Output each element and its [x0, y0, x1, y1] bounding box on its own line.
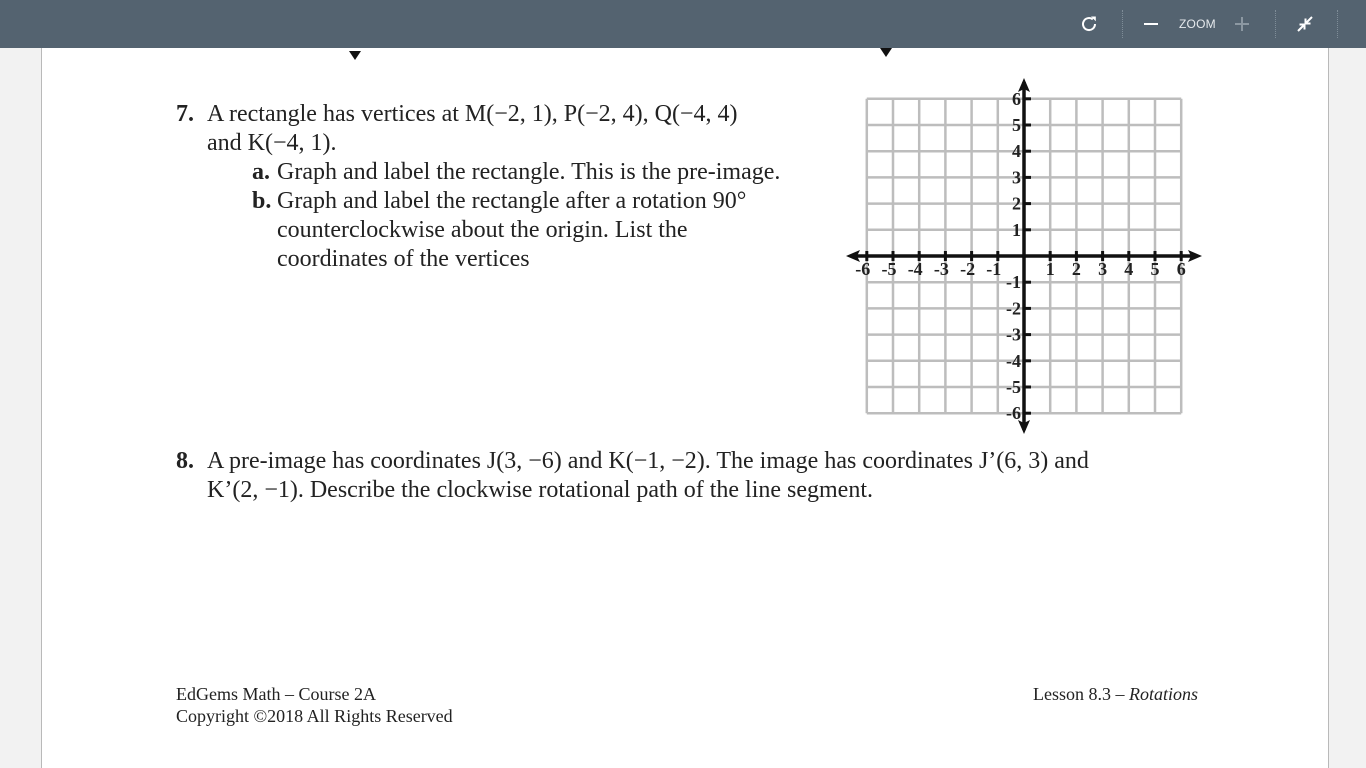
y-tick-label: 2 — [1012, 193, 1021, 214]
lesson-title: Rotations — [1128, 684, 1198, 704]
question-number: 8. — [176, 448, 194, 474]
subpart-text: Graph and label the rectangle. This is the pre-image. — [277, 159, 781, 185]
x-tick-label: -3 — [933, 259, 949, 279]
footer-course: EdGems Math – Course 2A — [176, 684, 376, 704]
question-text: A rectangle has vertices at M(−2, 1), P(−2, 4), Q(−4, 4) — [207, 101, 738, 127]
subpart-text: coordinates of the vertices — [277, 246, 530, 272]
y-tick-label: -5 — [1006, 377, 1021, 397]
subpart-text: counterclockwise about the origin. List the — [277, 217, 688, 243]
zoom-out-icon — [1143, 16, 1159, 32]
viewer-toolbar — [0, 0, 1366, 48]
zoom-in-icon — [1234, 16, 1250, 32]
prior-graph-arrow — [349, 51, 361, 60]
toolbar-divider — [1275, 10, 1276, 38]
subpart-label: a. — [252, 159, 270, 185]
x-tick-label: 1 — [1045, 259, 1055, 279]
toolbar-divider — [1337, 10, 1338, 38]
footer-copyright: Copyright ©2018 All Rights Reserved — [176, 706, 453, 726]
y-tick-label: -1 — [1006, 272, 1021, 293]
x-tick-label: 4 — [1124, 259, 1134, 279]
question-number: 7. — [176, 101, 194, 127]
x-tick-label: -6 — [855, 259, 871, 279]
rotate-icon — [1078, 13, 1100, 35]
question-text: A pre-image has coordinates J(3, −6) and K(−1, −2). The image has coordinates J’(6, 3) and — [207, 448, 1089, 474]
y-tick-label: 1 — [1012, 219, 1021, 240]
y-tick-label: -6 — [1006, 403, 1021, 424]
y-tick-label: 6 — [1012, 88, 1021, 109]
lesson-prefix: Lesson 8.3 – — [1032, 684, 1129, 704]
rotate-button[interactable] — [1075, 10, 1103, 38]
zoom-in-button[interactable] — [1228, 10, 1256, 38]
zoom-out-button[interactable] — [1137, 10, 1165, 38]
y-tick-label: 5 — [1012, 115, 1021, 135]
y-tick-label: 4 — [1012, 141, 1021, 162]
y-tick-label: 3 — [1012, 167, 1021, 188]
zoom-label: ZOOM — [1179, 17, 1216, 31]
x-tick-label: -2 — [960, 259, 976, 279]
subpart-text: Graph and label the rectangle after a rotation 90° — [277, 188, 747, 214]
footer-lesson — [1033, 683, 1198, 705]
prior-graph-arrow — [880, 48, 892, 57]
y-tick-label: -2 — [1006, 298, 1021, 319]
x-tick-label: -4 — [907, 259, 923, 279]
toolbar-divider — [1122, 10, 1123, 38]
y-tick-label: -4 — [1006, 350, 1021, 371]
x-tick-label: -5 — [881, 259, 897, 279]
x-tick-label: 3 — [1098, 259, 1108, 279]
x-tick-label: 5 — [1150, 259, 1160, 279]
x-tick-label: 2 — [1071, 259, 1081, 279]
question-text: and K(−4, 1). — [207, 130, 337, 156]
y-tick-label: -3 — [1006, 324, 1021, 345]
document-page — [41, 48, 1329, 768]
collapse-button[interactable] — [1291, 10, 1319, 38]
x-tick-label: 6 — [1176, 259, 1186, 279]
subpart-label: b. — [252, 188, 272, 214]
x-tick-label: -1 — [986, 259, 1002, 279]
question-text: K’(2, −1). Describe the clockwise rotational path of the line segment. — [207, 477, 873, 503]
coordinate-grid — [844, 76, 1204, 436]
collapse-icon — [1295, 14, 1315, 34]
